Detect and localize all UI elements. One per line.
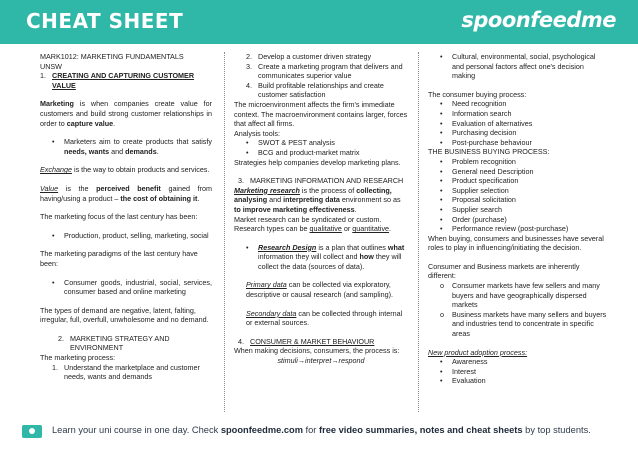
list-item: • Evaluation of alternatives xyxy=(440,118,533,128)
roles-text: When buying, consumers and businesses have several roles to play in influencing/initiating the decision. xyxy=(428,233,604,253)
marketing-research-definition: Marketing research is the process of collecting, analysing and interpreting data environment so as to improve marketing effectiveness. xyxy=(234,185,401,214)
bullet-icon: • xyxy=(440,166,443,176)
bullet-icon: • xyxy=(440,52,443,61)
header-banner xyxy=(0,0,638,44)
bullet-icon: • xyxy=(440,195,443,205)
list-item: • SWOT & PEST analysis xyxy=(246,138,335,148)
bullet-icon: • xyxy=(52,277,55,287)
list-item: • Supplier search xyxy=(440,204,502,214)
list-item: 2. Develop a customer driven strategy xyxy=(246,52,372,61)
bullet-icon: • xyxy=(246,242,249,252)
circle-bullet-icon: o xyxy=(440,281,444,291)
section-3-heading: 3. MARKETING INFORMATION AND RESEARCH xyxy=(238,176,404,186)
markets-different-text: Consumer and Business markets are inherently different: xyxy=(428,261,580,281)
list-item: 3. Create a marketing program that delivers and communicates superior value xyxy=(246,61,403,81)
list-item: • Supplier selection xyxy=(440,185,509,195)
bullet-icon: • xyxy=(440,214,443,224)
section-4-heading: 4. CONSUMER & MARKET BEHAVIOUR xyxy=(238,336,375,346)
list-item: • Proposal solicitation xyxy=(440,195,516,205)
list-item: • Order (purchase) xyxy=(440,214,507,224)
list-item: • Evaluation xyxy=(440,376,486,386)
list-item: • Production, product, selling, marketing, social xyxy=(52,230,209,240)
bullet-icon: • xyxy=(52,137,55,147)
column-divider-1 xyxy=(224,52,225,412)
bullet-icon: • xyxy=(440,176,443,186)
list-item: • Problem recognition xyxy=(440,156,516,166)
list-item: 1. Understand the marketplace and customer needs, wants and demands xyxy=(52,362,200,382)
bullet-icon: • xyxy=(440,204,443,214)
section-1-heading: 1. CREATING AND CAPTURING CUSTOMER VALUE xyxy=(40,71,195,90)
business-buying-process-label: THE BUSINESS BUYING PROCESS: xyxy=(428,147,550,157)
secondary-data-text: Secondary data can be collected through internal or external sources. xyxy=(246,308,403,328)
list-item: • Need recognition xyxy=(440,99,507,109)
course-title: MARK1012: MARKETING FUNDAMENTALS xyxy=(40,52,184,61)
marketing-definition: Marketing is when companies create value for customers and build strong customer relationships in order to capture value. xyxy=(40,99,212,128)
marketing-paradigms: The marketing paradigms of the last century have been: xyxy=(40,249,198,268)
list-item: • Research Design is a plan that outlines what information they will collect and how they will collect the data (sources of data). xyxy=(246,242,405,271)
footer-banner xyxy=(0,418,638,451)
analysis-tools-label: Analysis tools: xyxy=(234,128,280,138)
list-item: o Business markets have many sellers and buyers and industries tend to concentrate in specific areas xyxy=(440,309,607,339)
list-item: • Information search xyxy=(440,108,512,118)
column-3 xyxy=(428,52,608,386)
bullet-icon: • xyxy=(440,118,443,128)
video-icon[interactable] xyxy=(22,425,42,438)
list-item: • Interest xyxy=(440,366,476,376)
list-item: • Consumer goods, industrial, social, services, consumer based and online marketing xyxy=(52,277,212,297)
bullet-icon: • xyxy=(440,224,443,234)
column-1 xyxy=(40,52,212,382)
exchange-definition: Exchange is the way to obtain products and services. xyxy=(40,165,210,175)
marketing-focus: The marketing focus of the last century has been: xyxy=(40,212,198,222)
primary-data-text: Primary data can be collected via exploratory, descriptive or causal research (and sampling). xyxy=(246,280,394,300)
bullet-icon: • xyxy=(246,138,249,148)
marketing-process-label: The marketing process: xyxy=(40,353,116,363)
list-item: • Marketers aim to create products that satisfy needs, wants and demands. xyxy=(52,137,212,156)
circle-bullet-icon: o xyxy=(440,309,444,319)
bullet-icon: • xyxy=(52,230,55,240)
demand-types: The types of demand are negative, latent, falting, irregular, full, overfull, unwholesome and no demand. xyxy=(40,305,209,325)
bullet-icon: • xyxy=(440,128,443,138)
bullet-icon: • xyxy=(246,147,249,157)
footer-link[interactable]: spoonfeedme.com xyxy=(220,425,303,435)
decision-process-text: When making decisions, consumers, the process is: xyxy=(234,346,400,356)
consumer-buying-process-label: The consumer buying process: xyxy=(428,89,527,99)
brand-logo[interactable]: spoonfeedme xyxy=(461,8,616,32)
bullet-icon: • xyxy=(440,376,443,386)
column-2 xyxy=(234,52,408,366)
list-item: • General need Description xyxy=(440,166,534,176)
bullet-icon: • xyxy=(440,99,443,109)
bullet-icon: • xyxy=(440,185,443,195)
list-item: 4. Build profitable relationships and create customer satisfaction xyxy=(246,80,384,100)
list-item: • Product specification xyxy=(440,176,519,186)
list-item: • Performance review (post-purchase) xyxy=(440,224,569,234)
list-item: • Awareness xyxy=(440,357,488,367)
microenvironment-text: The microenvironment affects the firm's immediate context. The macroenvironment contains larger, forces that affect all firms. xyxy=(234,99,408,129)
product-adoption-label: New product adoption process: xyxy=(428,347,528,357)
list-item: • Purchasing decision xyxy=(440,128,517,138)
stimuli-formula: stimuli→interpret→respond xyxy=(277,356,365,366)
list-item: • BCG and product-market matrix xyxy=(246,147,360,157)
strategies-text: Strategies help companies develop marketing plans. xyxy=(234,157,401,167)
column-divider-2 xyxy=(418,52,419,412)
bullet-icon: • xyxy=(440,108,443,118)
list-item: • Cultural, environmental, social, psychological and personal factors affect one's decision making xyxy=(440,52,596,81)
bullet-icon: • xyxy=(440,137,443,147)
list-item: • Post-purchase behaviour xyxy=(440,137,532,147)
bullet-icon: • xyxy=(440,156,443,166)
research-types: Market research can be syndicated or custom. Research types can be qualitative or quantitative. xyxy=(234,214,392,234)
bullet-icon: • xyxy=(440,357,443,367)
bullet-icon: • xyxy=(440,366,443,376)
list-item: o Consumer markets have few sellers and many buyers and have geographically dispersed markets xyxy=(440,281,600,310)
university: UNSW xyxy=(40,61,62,71)
cheat-sheet-title: CHEAT SHEET xyxy=(26,9,184,33)
section-2-heading: 2. MARKETING STRATEGY AND ENVIRONMENT xyxy=(58,333,170,353)
footer-text: Learn your uni course in one day. Check spoonfeedme.com for free video summaries, notes and cheat sheets by top students. xyxy=(52,425,591,435)
value-definition: Value is the perceived benefit gained from having/using a product – the cost of obtaining it. xyxy=(40,183,212,203)
